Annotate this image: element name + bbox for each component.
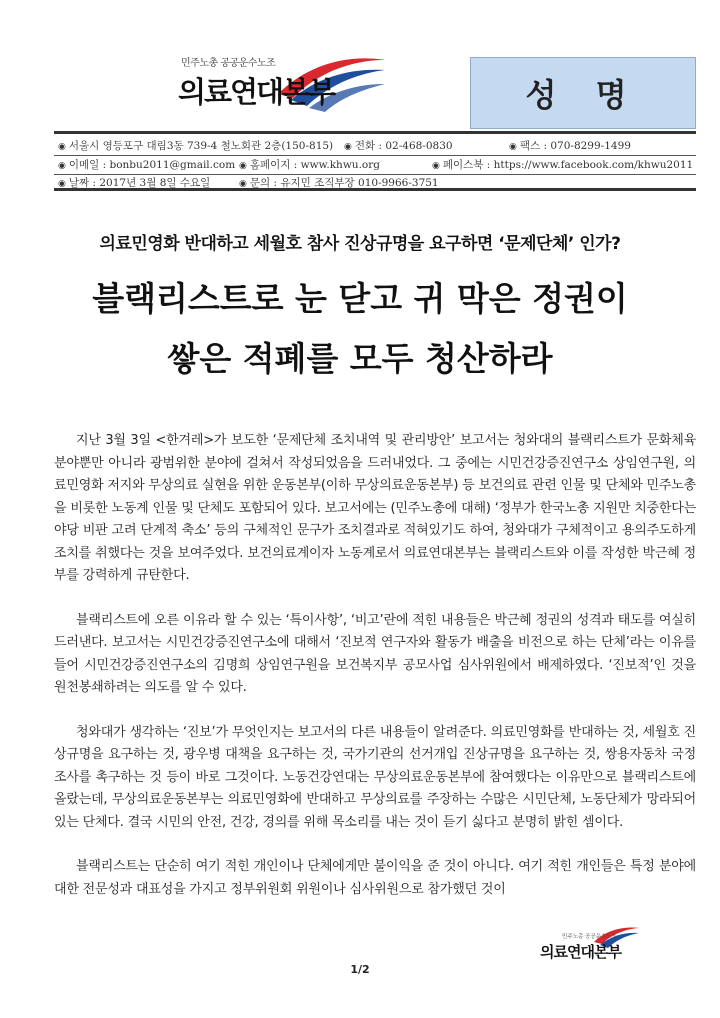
- bullet-icon: ◉: [239, 161, 247, 171]
- fax-item: [509, 138, 631, 153]
- footer-logo: [540, 932, 640, 962]
- body-paragraph: 지난 3월 3일 <한겨레>가 보도한 ‘문제단체 조치내역 및 관리방안’ 보고서는 청와대의 블랙리스트가 문화체육 분야뿐만 아니라 광범위한 분야에 걸쳐서 작성되었음을 드러내었다. 그 중에는 시민건강증진연구소 상임연구원, 의료민영화 저지와 무상의료 실현을 위한 운동본부(이하 무상의료운동본부) 등 보건의료 관련 인물 및 단체와 민주노총을 비롯한 노동계 인물 및 단체도 포함되어 있다. 보고서에는 (민주노총에 대해) ‘정부가 한국노총 지원만 치중한다는 야당 비판 고려 단계적 축소’ 등의 구체적인 문구가 조치결과로 적혀있기도 하여, 청와대가 구체적이고 용의주도하게 조치를 취했다는 것을 보여주었다. 보건의료계이자 노동계로서 의료연대본부는 블랙리스트와 이를 작성한 박근혜 정부를 강력하게 규탄한다.: [54, 433, 696, 583]
- info-row: [54, 136, 696, 156]
- statement-label-box: [470, 57, 696, 129]
- footer-org-subname: 민주노총 공공운수노조: [562, 934, 617, 940]
- contact-item: [239, 175, 439, 190]
- facebook-item: [432, 157, 693, 172]
- phone-text: 전화 : 02-468-0830: [354, 140, 453, 152]
- contact-text: 문의 : 유지민 조직부장 010-9966-3751: [249, 177, 439, 189]
- fax-text: 팩스 : 070-8299-1499: [519, 140, 631, 152]
- facebook-text: 페이스북 : https://www.facebook.com/khwu2011: [442, 159, 694, 171]
- bullet-icon: ◉: [509, 142, 517, 152]
- homepage-item: [239, 157, 380, 172]
- bullet-icon: ◉: [58, 161, 66, 171]
- body-paragraph: 청와대가 생각하는 ‘진보’가 무엇인지는 보고서의 다른 내용들이 알려준다. 의료민영화를 반대하는 것, 세월호 진상규명을 요구하는 것, 광우병 대책을 요구하는 것, 국가기관의 선거개입 진상규명을 요구하는 것, 쌍용자동차 국정조사를 촉구하는 것 등이 바로 그것이다. 노동건강연대는 무상의료운동본부에 참여했다는 이유만으로 블랙리스트에 올랐는데, 무상의료운동본부는 의료민영화에 반대하고 무상의료를 주장하는 수많은 시민단체, 노동단체가 망라되어 있는 단체다. 결국 시민의 안전, 건강, 경의를 위해 목소리를 내는 것이 듣기 싫다고 분명히 밝힌 셈이다.: [54, 724, 696, 830]
- bullet-icon: ◉: [432, 161, 440, 171]
- page-number: 1/2: [350, 963, 370, 976]
- body-paragraph: 블랙리스트는 단순히 여기 적힌 개인이나 단체에게만 불이익을 준 것이 아니다. 여기 적힌 개인들은 특정 분야에 대한 전문성과 대표성을 가지고 정부위원회 위원이나 심사위원으로 참가했던 것이: [54, 859, 696, 897]
- bullet-icon: ◉: [239, 179, 247, 189]
- body-paragraph: 블랙리스트에 오른 이유라 할 수 있는 ‘특이사항’, ‘비고’란에 적힌 내용들은 박근혜 정권의 성격과 태도를 여실히 드러낸다. 보고서는 시민건강증진연구소에 대해서 ‘진보적 연구자와 활동가 배출을 비전으로 하는 단체’라는 이유를 들어 시민건강증진연구소의 김명희 상임연구원을 보건복지부 공모사업 심사위원에서 배제하였다. ‘진보적’인 것을 원천봉쇄하려는 의도를 알 수 있다.: [54, 612, 696, 695]
- info-row: [54, 155, 696, 175]
- address-item: [58, 138, 333, 153]
- contact-info-block: [54, 131, 696, 191]
- email-text: 이메일 : bonbu2011@gmail.com: [68, 159, 236, 171]
- date-item: [58, 175, 210, 190]
- bullet-icon: ◉: [58, 142, 66, 152]
- org-logo: [178, 54, 383, 124]
- document-subtitle: 의료민영화 반대하고 세월호 참사 진상규명을 요구하면 ‘문제단체’ 인가?: [99, 234, 621, 254]
- org-subname: 민주노총 공공운수노조: [181, 58, 276, 69]
- bullet-icon: ◉: [58, 179, 66, 189]
- document-body: [54, 430, 696, 901]
- statement-label: 성 명: [525, 76, 641, 114]
- info-row: [54, 173, 696, 192]
- document-title-line1: 블랙리스트로 눈 닫고 귀 막은 정권이: [92, 279, 628, 318]
- phone-item: [344, 138, 453, 153]
- org-name: 의료연대본부: [178, 75, 335, 109]
- date-text: 날짜 : 2017년 3월 8일 수요일: [68, 177, 211, 189]
- email-item: [58, 157, 235, 172]
- address-text: 서울시 영등포구 대림3동 739-4 철노회관 2층(150-815): [68, 140, 334, 152]
- homepage-text: 홈페이지 : www.khwu.org: [249, 159, 380, 171]
- document-title-line2: 쌓은 적폐를 모두 청산하라: [167, 339, 553, 378]
- footer-org-name: 의료연대본부: [540, 943, 621, 961]
- bullet-icon: ◉: [344, 142, 352, 152]
